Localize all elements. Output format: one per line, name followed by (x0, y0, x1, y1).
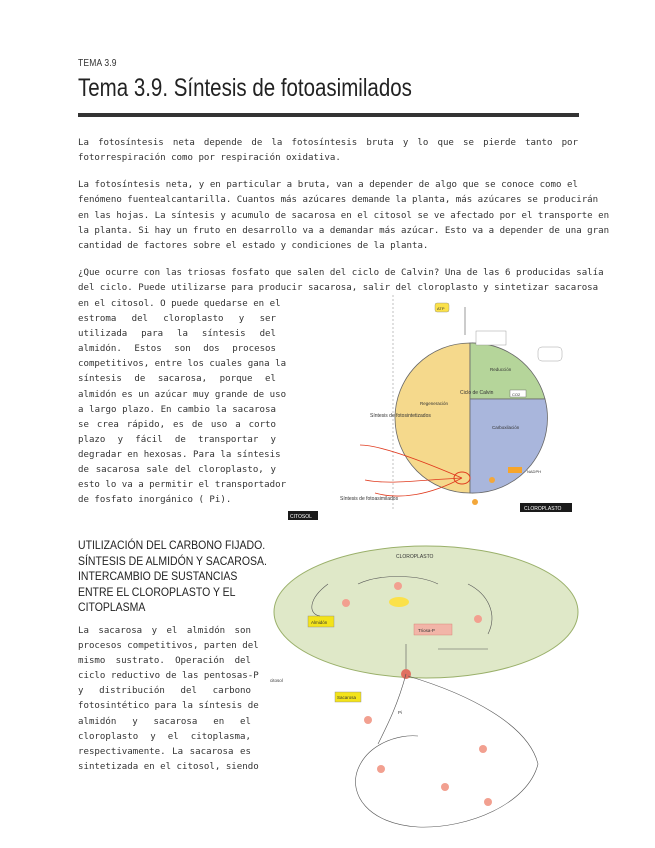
triosa-label: Triosa-P (418, 628, 435, 633)
stroma-label: CLOROPLASTO (396, 554, 434, 560)
paragraph-line: utilizada para la síntesis del (78, 329, 276, 340)
pathway-arrow (356, 769, 419, 827)
paragraph-3 (78, 266, 604, 297)
paragraph-line: La sacarosa y el almidón son (78, 626, 251, 636)
carboxylation-label: Carboxilación (492, 425, 520, 430)
paragraph-line: síntesis de sacarosa, porque el (78, 374, 276, 385)
nadph-label: NADPH (527, 469, 542, 474)
paragraph-line: la planta. Si hay un fruto en desarrollo va a demandar más azúcar. Esto va a depender de una gran (78, 225, 610, 236)
nadph-badge (508, 467, 522, 473)
starch-sucrose-figure (268, 544, 580, 840)
pathway-arrow (418, 764, 538, 827)
citosol-tag-label: CITOSOL (290, 514, 312, 520)
page-title: Tema 3.9. Síntesis de fotoasimilados (78, 74, 412, 102)
paragraph-line: mismo sustrato. Operación del (78, 656, 251, 667)
heading-line: UTILIZACIÓN DEL CARBONO FIJADO. (78, 538, 266, 552)
sacarosa-label: Sacarosa (337, 695, 357, 700)
paragraph-line: de sacarosa sale del cloroplasto, y (78, 465, 276, 476)
pathway-arrow (358, 736, 418, 769)
fotoasimilados-label: Síntesis de fotoasimilados (340, 496, 399, 502)
pathway-arrow (378, 674, 406, 744)
enzyme-marker (394, 582, 402, 590)
paragraph-line: y distribución del carbono (78, 686, 251, 697)
title-rule (78, 113, 579, 117)
paragraph-line: fenómeno fuentealcantarilla. Cuantos más azúcares demande la planta, más azúcares se producirán (78, 195, 599, 206)
calvin-cycle-figure (280, 295, 580, 520)
regeneration-label: Regeneración (420, 401, 449, 406)
citosol-label: citosol (270, 678, 283, 683)
pathway-arrow (408, 676, 538, 764)
atp-label: ATP (437, 306, 445, 311)
co2-label: CO2 (512, 392, 521, 397)
dot-marker (472, 499, 478, 505)
paragraph-line: degradar en hexosas. Para la síntesis (78, 449, 281, 460)
atp-badge (389, 597, 409, 607)
paragraph-line: ¿Que ocurre con las triosas fosfato que salen del ciclo de Calvin? Una de las 6 producidas salía (78, 268, 604, 278)
section-kicker: TEMA 3.9 (78, 58, 117, 69)
paragraph-line: fotorrespiración como por respiración oxidativa. (78, 153, 341, 164)
enzyme-marker (441, 783, 449, 791)
almidon-label: Almidón (311, 620, 328, 625)
paragraph-line: de fosfato inorgánico ( Pi). (78, 495, 232, 506)
enzyme-marker (364, 716, 372, 724)
enzyme-marker (474, 615, 482, 623)
dot-marker (489, 477, 495, 483)
paragraph-line: respectivamente. La sacarosa es (78, 746, 251, 757)
heading-line: ENTRE EL CLOROPLASTO Y EL (78, 584, 236, 599)
enzyme-marker (484, 798, 492, 806)
section-heading (78, 538, 267, 616)
enzyme-marker (377, 765, 385, 773)
paragraph-line: ciclo reductivo de las pentosas-P (78, 671, 259, 682)
paragraph-1 (78, 136, 578, 167)
paragraph-3-continued (78, 297, 287, 508)
paragraph-line: almidón. Estos son dos procesos (78, 344, 276, 355)
paragraph-line: plazo y fácil de transportar y (78, 434, 276, 445)
heading-line: INTERCAMBIO DE SUSTANCIAS (78, 569, 238, 583)
paragraph-line: en el citosol. O puede quedarse en el (78, 299, 281, 309)
paragraph-line: en las hojas. La síntesis y acumulo de sacarosa en el citosol se ve afectado por el transporte en (78, 210, 610, 221)
heading-line: CITOPLASMA (78, 600, 146, 614)
pi-label: Pi (398, 710, 403, 715)
paragraph-4 (78, 624, 259, 775)
paragraph-line: La fotosíntesis neta depende de la fotosíntesis bruta y lo que se pierde tanto por (78, 138, 578, 148)
paragraph-line: procesos competitivos, parten del (78, 641, 259, 652)
fotosintetizados-label: Síntesis de fotosintetizados (370, 413, 431, 419)
paragraph-line: La fotosíntesis neta, y en particular a bruta, van a depender de algo que se conoce como el (78, 180, 578, 190)
paragraph-line: cantidad de factores sobre el estado y condiciones de la planta. (78, 241, 429, 252)
chloroplast-stroma (274, 546, 578, 678)
paragraph-line: a largo plazo. En cambio la sacarosa (78, 404, 276, 415)
info-box (476, 331, 506, 345)
side-box (538, 347, 562, 361)
paragraph-line: competitivos, entre los cuales gana la (78, 359, 287, 370)
paragraph-line: estroma del cloroplasto y ser (78, 314, 276, 325)
paragraph-line: cloroplasto y el citoplasma, (78, 731, 251, 742)
enzyme-marker (342, 599, 350, 607)
paragraph-line: esto lo va a permitir el transportador (78, 480, 287, 491)
center-label: Ciclo de Calvin (460, 390, 494, 396)
enzyme-marker (479, 745, 487, 753)
heading-line: SÍNTESIS DE ALMIDÓN Y SACAROSA. (78, 553, 267, 568)
reduction-label: Reducción (490, 367, 512, 372)
paragraph-2 (78, 178, 610, 254)
paragraph-line: sintetizada en el citosol, siendo (78, 761, 259, 772)
paragraph-line: fotosintético para la síntesis de (78, 701, 259, 712)
carboxylation-sector (470, 399, 547, 493)
paragraph-line: almidón es un azúcar muy grande de uso (78, 389, 287, 400)
paragraph-line: del ciclo. Puede utilizarse para producir sacarosa, salir del cloroplasto y sintetizar sacarosa (78, 283, 599, 294)
paragraph-line: se crea rápido, es de uso a corto (78, 419, 276, 430)
cloroplasto-tag-label: CLOROPLASTO (524, 506, 562, 512)
paragraph-line: almidón y sacarosa en el (78, 716, 251, 727)
